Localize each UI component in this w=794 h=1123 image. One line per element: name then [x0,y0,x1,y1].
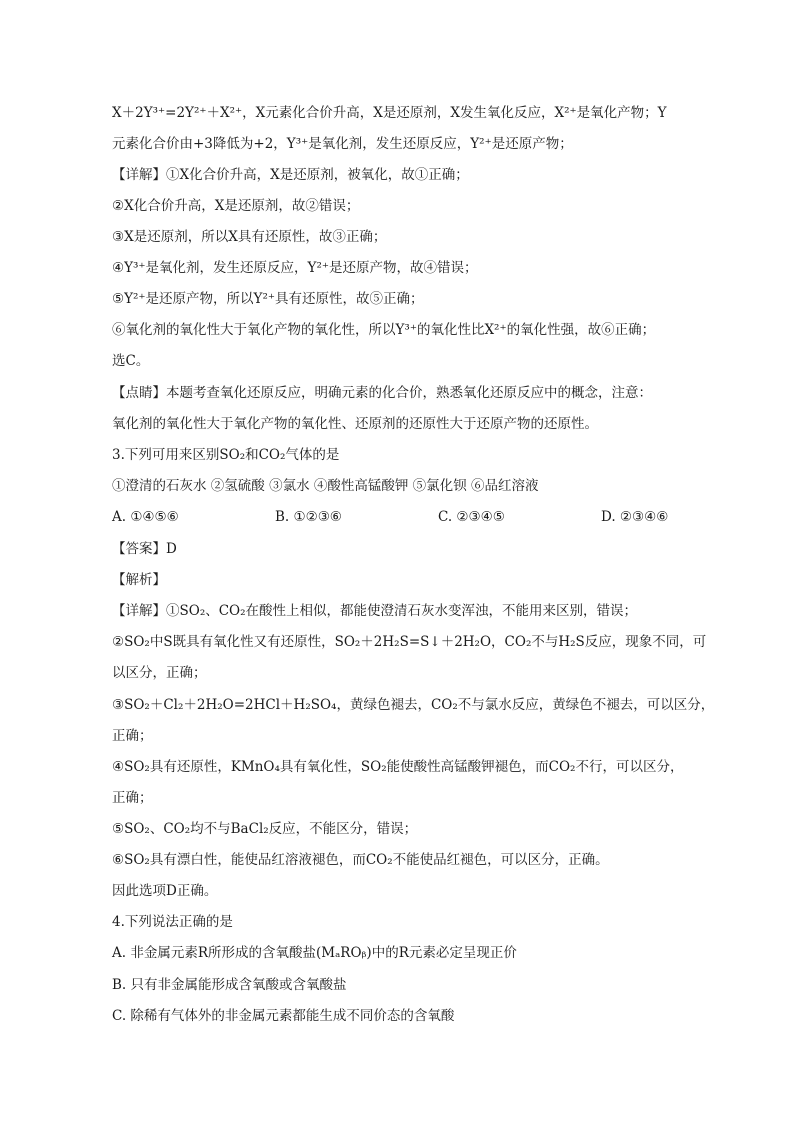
option-a: A. 非金属元素R所形成的含氧酸盐(MₐROᵦ)中的R元素必定呈现正价 [112,945,517,961]
text-line: ②X化合价升高，X是还原剂，故②错误； [112,198,360,214]
text-line: 选C。 [112,353,150,369]
text-line: ⑥氧化剂的氧化性大于氧化产物的氧化性，所以Y³⁺的氧化性比X²⁺的氧化性强，故⑥正确； [112,322,656,338]
text-line: 【详解】①X化合价升高，X是还原剂，被氧化，故①正确； [112,167,469,183]
analysis-heading: 【解析】 [112,572,166,588]
text-line: 正确； [112,790,153,806]
text-line: 【点睛】本题考查氧化还原反应，明确元素的化合价，熟悉氧化还原反应中的概念，注意： [112,385,652,401]
text-line: ④SO₂具有还原性，KMnO₄具有氧化性，SO₂能使酸性高锰酸钾褪色，而CO₂不行，可以区分， [112,759,684,775]
text-line: 氧化剂的氧化性大于氧化产物的氧化性、还原剂的还原性大于还原产物的还原性。 [112,416,598,432]
text-line: ③SO₂＋Cl₂＋2H₂O=2HCl＋H₂SO₄，黄绿色褪去，CO₂不与氯水反应，黄绿色不褪去，可以区分， [112,697,715,713]
text-line: ②SO₂中S既具有氧化性又有还原性，SO₂＋2H₂S=S↓＋2H₂O，CO₂不与H₂S反应，现象不同，可 [112,634,707,650]
text-line: ⑤SO₂、CO₂均不与BaCl₂反应，不能区分，错误； [112,821,418,837]
text-line: ③X是还原剂，所以X具有还原性，故③正确； [112,229,387,245]
text-line: 元素化合价由+3降低为+2，Y³⁺是氧化剂，发生还原反应，Y²⁺是还原产物； [112,136,573,152]
question-title: 3.下列可用来区别SO₂和CO₂气体的是 [112,447,340,463]
option-d: D. ②③④⑥ [601,509,669,525]
text-line: ⑤Y²⁺是还原产物，所以Y²⁺具有还原性，故⑤正确； [112,291,424,307]
text-line: X＋2Y³⁺=2Y²⁺＋X²⁺，X元素化合价升高，X是还原剂，X发生氧化反应，X²⁺是氧化产物；Y [112,105,667,121]
text-line: 【详解】①SO₂、CO₂在酸性上相似，都能使澄清石灰水变浑浊，不能用来区别，错误； [112,603,638,619]
question-items: ①澄清的石灰水 ②氢硫酸 ③氯水 ④酸性高锰酸钾 ⑤氯化钡 ⑥品红溶液 [112,478,539,494]
text-line: ⑥SO₂具有漂白性，能使品红溶液褪色，而CO₂不能使品红褪色，可以区分，正确。 [112,852,609,868]
text-line: 以区分，正确； [112,665,207,681]
option-c: C. ②③④⑤ [438,509,505,525]
text-line: 正确； [112,728,153,744]
text-line: ④Y³⁺是氧化剂，发生还原反应，Y²⁺是还原产物，故④错误； [112,260,478,276]
answer-line: 【答案】D [112,541,177,557]
question-title: 4.下列说法正确的是 [112,914,233,930]
option-b: B. ①②③⑥ [275,509,342,525]
option-c: C. 除稀有气体外的非金属元素都能生成不同价态的含氧酸 [112,1008,455,1024]
option-b: B. 只有非金属能形成含氧酸或含氧酸盐 [112,977,347,993]
option-a: A. ①④⑤⑥ [112,509,179,525]
text-line: 因此选项D正确。 [112,883,218,899]
